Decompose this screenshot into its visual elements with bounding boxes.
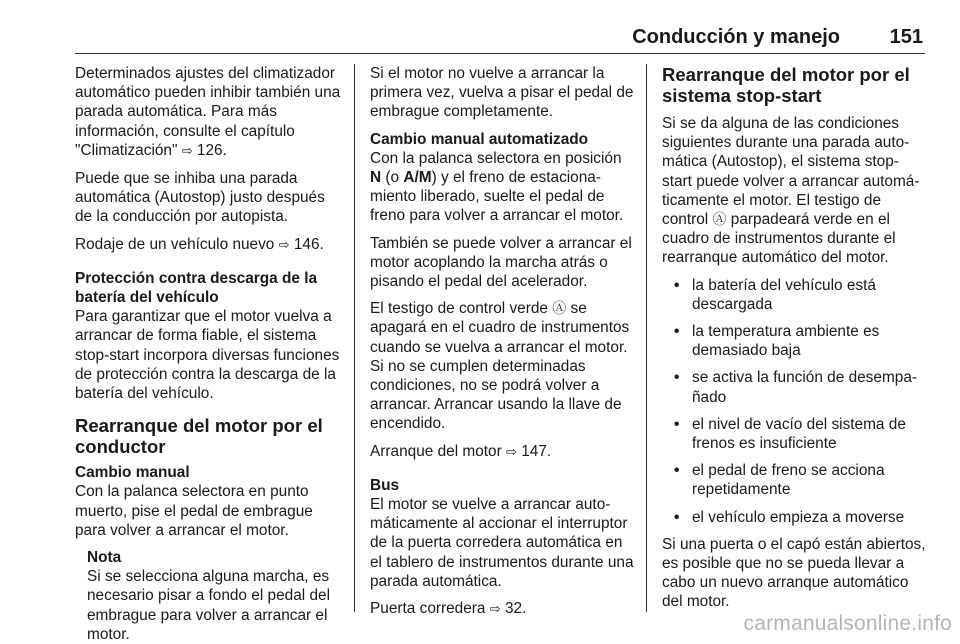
subheading: Cambio manual automatizado <box>370 130 589 148</box>
section-heading: Rearranque del motor por el conductor <box>75 415 323 458</box>
paragraph: Si el motor no vuelve a arrancar la primera vez, vuelva a pisar el pedal de embrague completamente. <box>370 65 634 121</box>
paragraph: Para garantizar que el motor vuelva a arrancar de forma fiable, el sistema stop-start incorpora diversas funciones de protección contra la descarga de la batería del vehículo. <box>75 308 340 403</box>
column-divider <box>354 64 355 612</box>
page-ref-arrow-icon: ⇨ <box>489 602 501 618</box>
page-ref-arrow-icon: ⇨ <box>181 143 193 159</box>
condition-list <box>662 276 928 527</box>
subheading: Bus <box>370 476 400 494</box>
subheading: Protección contra descarga de la batería del vehículo <box>75 269 318 307</box>
page-ref-arrow-icon: ⇨ <box>506 444 517 460</box>
page-reference[interactable]: ⇨ 147. <box>506 442 552 460</box>
page-reference[interactable]: ⇨ 126. <box>181 141 227 159</box>
paragraph: Puede que se inhiba una parada automática (Autostop) justo después de la conducción por autopista. <box>75 170 325 226</box>
subheading: Cambio manual <box>75 464 190 482</box>
bullet-dot-icon: • <box>674 508 680 526</box>
gear-position-n: N <box>370 169 382 187</box>
note-text: Si se selecciona alguna marcha, es necesario pisar a fondo el pedal del embrague para volver a arrancar el motor. <box>87 568 330 643</box>
bullet-dot-icon: • <box>674 323 680 341</box>
paragraph: Con la palanca selectora en posición N (o A/M) y el freno de estacionamiento liberado, suelte el pedal de freno para volver a arrancar el motor. <box>370 149 624 225</box>
note-box <box>87 548 343 644</box>
column-3 <box>662 64 928 620</box>
paragraph: Puerta corredera ⇨ 32. <box>370 600 527 618</box>
paragraph: El testigo de control verde Ⓐ se apagará en el cuadro de instrumentos cuando se vuelva a arrancar el motor. Si no se cumplen determinadas condiciones, no se podrá volver a arrancar. Arrancar usando la llave de encendido. <box>370 300 630 433</box>
paragraph: El motor se vuelve a arrancar automáticamente al accionar el interruptor de la puerta corredera automática en el tablero de instrumentos durante una parada automática. <box>370 496 634 590</box>
paragraph: Si se da alguna de las condiciones siguientes durante una parada automática (Autostop), el sistema stop-start puede volver a arrancar automáticamente el motor. El testigo de control Ⓐ parpadeará verde en el cuadro de instrumentos durante el rearranque automático del motor. <box>662 115 920 267</box>
section-title: Conducción y manejo <box>632 26 840 48</box>
section-heading: Rearranque del motor por el sistema stop-start <box>662 64 910 106</box>
autostop-indicator-icon: Ⓐ <box>552 301 567 318</box>
list-item: • el vehículo empieza a moverse <box>674 508 905 526</box>
autostop-indicator-icon: Ⓐ <box>712 212 727 229</box>
paragraph: Determinados ajustes del climatizador automático pueden inhibir también una parada automática. Para más información, consulte el capítulo "Climatización" ⇨ 126. <box>75 65 341 159</box>
page-header <box>75 22 925 52</box>
note-title: Nota <box>87 549 122 567</box>
page-ref-arrow-icon: ⇨ <box>278 237 290 253</box>
bullet-dot-icon: • <box>674 276 680 294</box>
paragraph: Con la palanca selectora en punto muerto, pise el pedal de embrague para volver a arrancar el motor. <box>75 483 313 539</box>
paragraph: Rodaje de un vehículo nuevo ⇨ 146. <box>75 235 324 253</box>
column-2 <box>370 64 636 627</box>
bullet-dot-icon: • <box>674 462 680 480</box>
bullet-dot-icon: • <box>674 415 680 433</box>
list-item: • se activa la función de desempañado <box>674 369 918 406</box>
page-reference[interactable]: ⇨ 32. <box>489 600 527 618</box>
list-item: • la batería del vehículo está descargada <box>674 276 876 313</box>
bullet-dot-icon: • <box>674 369 680 387</box>
column-divider <box>646 64 647 612</box>
column-1 <box>75 64 343 644</box>
watermark: carmanualsonline.info <box>743 612 952 635</box>
list-item: • el nivel de vacío del sistema de frenos es insuficiente <box>674 415 906 453</box>
list-item: • la temperatura ambiente es demasiado baja <box>674 323 880 360</box>
paragraph: Arranque del motor ⇨ 147. <box>370 442 552 460</box>
header-rule <box>75 53 925 54</box>
paragraph: Si una puerta o el capó están abiertos, es posible que no se pueda llevar a cabo un nuevo arranque automático del motor. <box>662 535 926 611</box>
paragraph: También se puede volver a arrancar el motor acoplando la marcha atrás o pisando el pedal del acelerador. <box>370 234 632 291</box>
page-number: 151 <box>889 26 923 48</box>
page-reference[interactable]: ⇨ 146. <box>278 235 324 253</box>
gear-position-am: A/M <box>403 169 432 187</box>
list-item: • el pedal de freno se acciona repetidamente <box>674 462 885 499</box>
